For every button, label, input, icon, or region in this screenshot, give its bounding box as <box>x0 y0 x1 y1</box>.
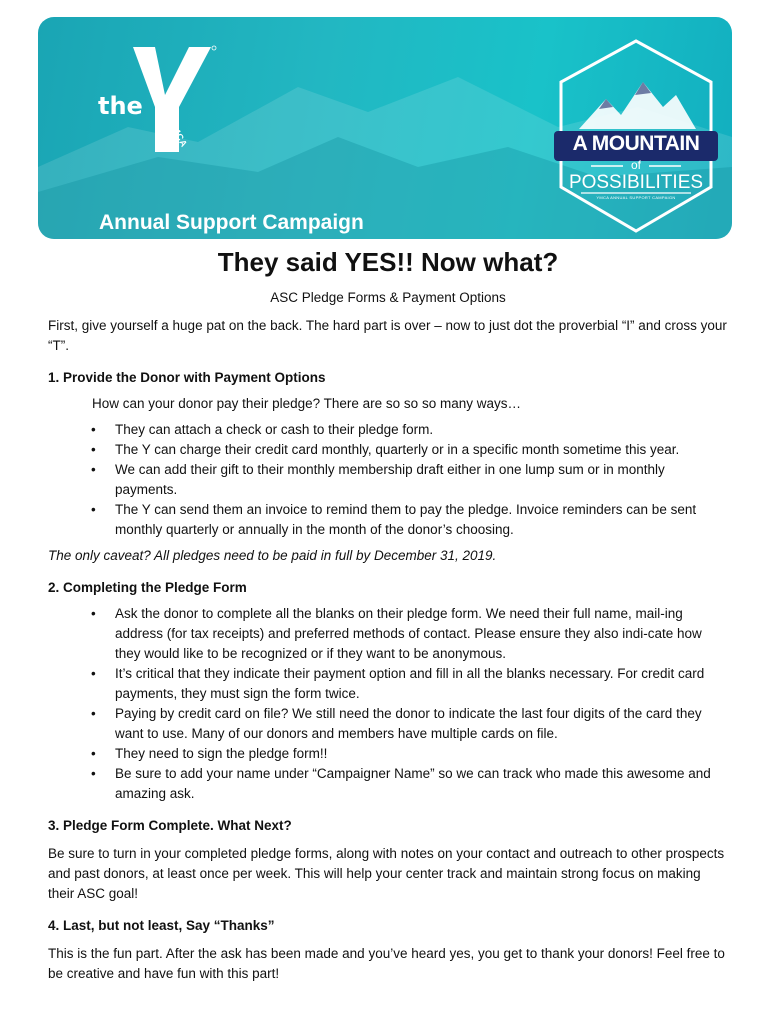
section-heading: 1. Provide the Donor with Payment Options <box>48 370 326 385</box>
section-heading: 3. Pledge Form Complete. What Next? <box>48 818 292 833</box>
section-payment-options <box>48 368 728 566</box>
intro-paragraph: First, give yourself a huge pat on the back. The hard part is over – now to just dot the proverbial “I” and cross your “T”. <box>48 318 727 353</box>
list-item: • Be sure to add your name under “Campaigner Name” so we can track who made this awesome and amazing ask. <box>115 764 728 804</box>
campaign-title: Annual Support Campaign <box>99 211 364 234</box>
list-item: • Paying by credit card on file? We still need the donor to indicate the last four digits of the card they want to use. Many of our donors and members have multiple cards on file. <box>115 704 728 744</box>
header-banner <box>38 17 732 239</box>
page-subtitle: ASC Pledge Forms & Payment Options <box>270 290 506 305</box>
section-heading: 2. Completing the Pledge Form <box>48 580 247 595</box>
logo-word: the <box>98 92 143 120</box>
section-paragraph: Be sure to turn in your completed pledge forms, along with notes on your contact and outreach to other prospects and past donors, at least once per week. This will help your center track and maintain strong focus on making their ASC goal! <box>48 846 725 901</box>
section-paragraph: This is the fun part. After the ask has been made and you’ve heard yes, you get to thank your donors! Feel free to be creative and have fun with this part! <box>48 946 725 981</box>
badge-of: of <box>630 158 641 172</box>
list-item: • It’s critical that they indicate their payment option and fill in all the blanks necessary. For credit card payments, they must sign the form twice. <box>115 664 728 704</box>
caveat-note: The only caveat? All pledges need to be paid in full by December 31, 2019. <box>48 548 497 563</box>
badge-possibilities: POSSIBILITIES <box>568 172 704 193</box>
list-item: • They need to sign the pledge form!! <box>115 744 728 764</box>
badge-subtitle: YMCA ANNUAL SUPPORT CAMPAIGN <box>596 195 676 200</box>
payment-options-list <box>48 420 728 540</box>
list-item: • The Y can send them an invoice to remind them to pay the pledge. Invoice reminders can be sent monthly quarterly or annually in the month of the donor’s choosing. <box>115 500 728 540</box>
pledge-form-list <box>48 604 728 804</box>
mountain-of-possibilities-badge <box>551 37 721 237</box>
list-item: • They can attach a check or cash to their pledge form. <box>115 420 728 440</box>
section-lead: How can your donor pay their pledge? There are so so so many ways… <box>92 396 521 411</box>
logo-ymca-text: YMCA <box>167 119 190 149</box>
section-heading: 4. Last, but not least, Say “Thanks” <box>48 918 275 933</box>
list-item: • The Y can charge their credit card monthly, quarterly or in a specific month sometime this year. <box>115 440 728 460</box>
badge-title: A MOUNTAIN <box>572 132 700 155</box>
page-title: They said YES!! Now what? <box>217 247 559 277</box>
section-say-thanks <box>48 916 728 984</box>
list-item: • Ask the donor to complete all the blanks on their pledge form. We need their full name, mail-ing address (for tax receipts) and preferred methods of contact. Please ensure they also indi-cate how they would like to be recognized or if they want to be anonymous. <box>115 604 728 664</box>
ymca-logo <box>93 37 218 157</box>
list-item: • We can add their gift to their monthly membership draft either in one lump sum or in monthly payments. <box>115 460 728 500</box>
section-completing-form <box>48 578 728 804</box>
section-what-next <box>48 816 728 904</box>
document-body <box>48 240 728 984</box>
